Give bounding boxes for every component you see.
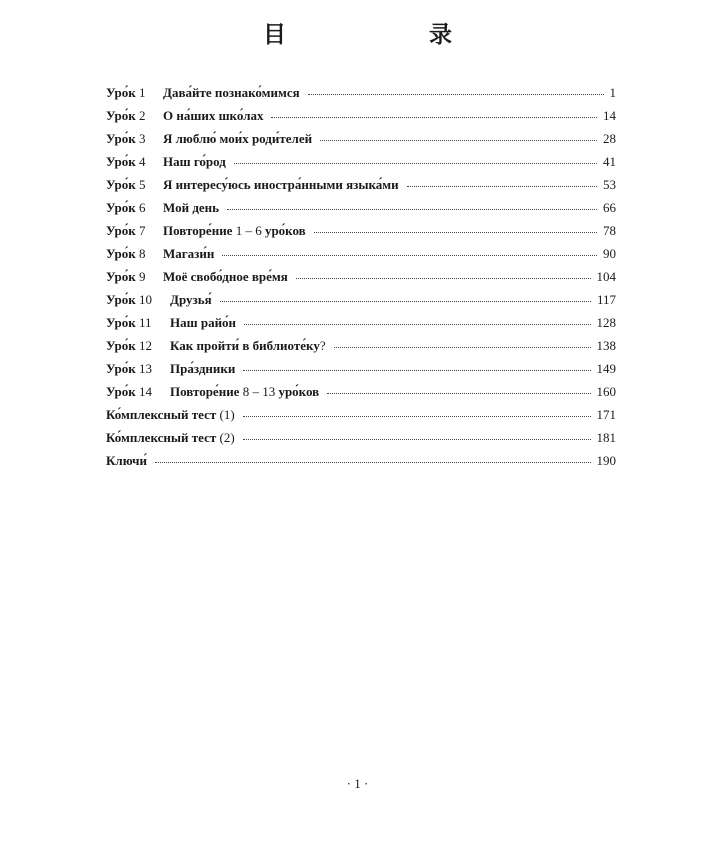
lesson-prefix: Уро́к 2 <box>106 108 146 123</box>
page-number: 104 <box>596 269 616 284</box>
entry-title: О на́ших шко́лах <box>163 108 264 123</box>
dot-leader <box>334 346 591 348</box>
table-of-contents <box>106 81 616 472</box>
dot-leader <box>222 254 597 256</box>
entry-title: Наш го́род <box>163 154 226 169</box>
page-number: 138 <box>596 338 616 353</box>
toc-entry-lesson-10[interactable] <box>106 288 616 311</box>
entry-title: Я люблю́ мои́х роди́телей <box>163 131 313 146</box>
entry-title: Как пройти́ в библиоте́ку? <box>170 338 326 353</box>
entry-title: Моё свобо́дное вре́мя <box>163 269 288 284</box>
toc-entry-complex-test-2[interactable] <box>106 426 616 449</box>
page-number: 171 <box>596 407 616 422</box>
page-number: 14 <box>603 108 616 123</box>
lesson-prefix: Уро́к 7 <box>106 223 146 238</box>
entry-title: Ключи́ <box>106 453 147 468</box>
dot-leader <box>407 185 597 187</box>
lesson-prefix: Уро́к 14 <box>106 384 152 399</box>
page-number: 41 <box>603 154 616 169</box>
toc-entry-lesson-9[interactable] <box>106 265 616 288</box>
toc-entry-lesson-11[interactable] <box>106 311 616 334</box>
dot-leader <box>314 231 597 233</box>
dot-leader <box>243 415 591 417</box>
dot-leader <box>234 162 597 164</box>
lesson-prefix: Уро́к 6 <box>106 200 146 215</box>
toc-entry-lesson-5[interactable] <box>106 173 616 196</box>
page-number: 78 <box>603 223 616 238</box>
entry-title: Ко́мплексный тест (2) <box>106 430 235 445</box>
toc-entry-lesson-13[interactable] <box>106 357 616 380</box>
dot-leader <box>271 116 597 118</box>
entry-title: Магази́н <box>163 246 215 261</box>
toc-entry-lesson-7[interactable] <box>106 219 616 242</box>
page-number: 117 <box>596 292 616 307</box>
lesson-prefix: Уро́к 5 <box>106 177 146 192</box>
toc-entry-lesson-12[interactable] <box>106 334 616 357</box>
lesson-prefix: Уро́к 8 <box>106 246 146 261</box>
page-number: 160 <box>596 384 616 399</box>
entry-title: Ко́мплексный тест (1) <box>106 407 235 422</box>
toc-entry-lesson-14[interactable] <box>106 380 616 403</box>
page-number: 66 <box>603 200 616 215</box>
toc-entry-lesson-6[interactable] <box>106 196 616 219</box>
dot-leader <box>308 93 604 95</box>
entry-title: Наш райо́н <box>170 315 237 330</box>
dot-leader <box>227 208 597 210</box>
dot-leader <box>320 139 597 141</box>
entry-title: Пра́здники <box>170 361 236 376</box>
dot-leader <box>155 461 591 463</box>
dot-leader <box>220 300 591 302</box>
toc-entry-complex-test-1[interactable] <box>106 403 616 426</box>
page-number: 1 <box>609 85 616 100</box>
page-number: 128 <box>596 315 616 330</box>
lesson-prefix: Уро́к 13 <box>106 361 152 376</box>
toc-entry-keys[interactable] <box>106 449 616 472</box>
page-footer-number: · 1 · <box>346 776 369 791</box>
entry-title: Дава́йте познако́мимся <box>163 85 300 100</box>
entry-title: Повторе́ние 1 – 6 уро́ков <box>163 223 306 238</box>
page-title: 目 录 <box>263 21 512 48</box>
dot-leader <box>327 392 590 394</box>
toc-entry-lesson-1[interactable] <box>106 81 616 104</box>
page-number: 181 <box>596 430 616 445</box>
page-number: 53 <box>603 177 616 192</box>
lesson-prefix: Уро́к 12 <box>106 338 152 353</box>
dot-leader <box>244 323 590 325</box>
entry-title: Друзья́ <box>170 292 212 307</box>
entry-title: Повторе́ние 8 – 13 уро́ков <box>170 384 320 399</box>
lesson-prefix: Уро́к 9 <box>106 269 146 284</box>
toc-entry-lesson-2[interactable] <box>106 104 616 127</box>
toc-entry-lesson-8[interactable] <box>106 242 616 265</box>
page-number: 90 <box>603 246 616 261</box>
lesson-prefix: Уро́к 3 <box>106 131 146 146</box>
entry-title: Мой день <box>163 200 220 215</box>
toc-entry-lesson-4[interactable] <box>106 150 616 173</box>
page-number: 190 <box>596 453 616 468</box>
lesson-prefix: Уро́к 11 <box>106 315 152 330</box>
dot-leader <box>243 438 591 440</box>
lesson-prefix: Уро́к 1 <box>106 85 146 100</box>
page-number: 149 <box>596 361 616 376</box>
lesson-prefix: Уро́к 4 <box>106 154 146 169</box>
dot-leader <box>243 369 590 371</box>
page-number: 28 <box>603 131 616 146</box>
entry-title: Я интересу́юсь иностра́нными языка́ми <box>163 177 399 192</box>
toc-entry-lesson-3[interactable] <box>106 127 616 150</box>
dot-leader <box>296 277 591 279</box>
lesson-prefix: Уро́к 10 <box>106 292 152 307</box>
